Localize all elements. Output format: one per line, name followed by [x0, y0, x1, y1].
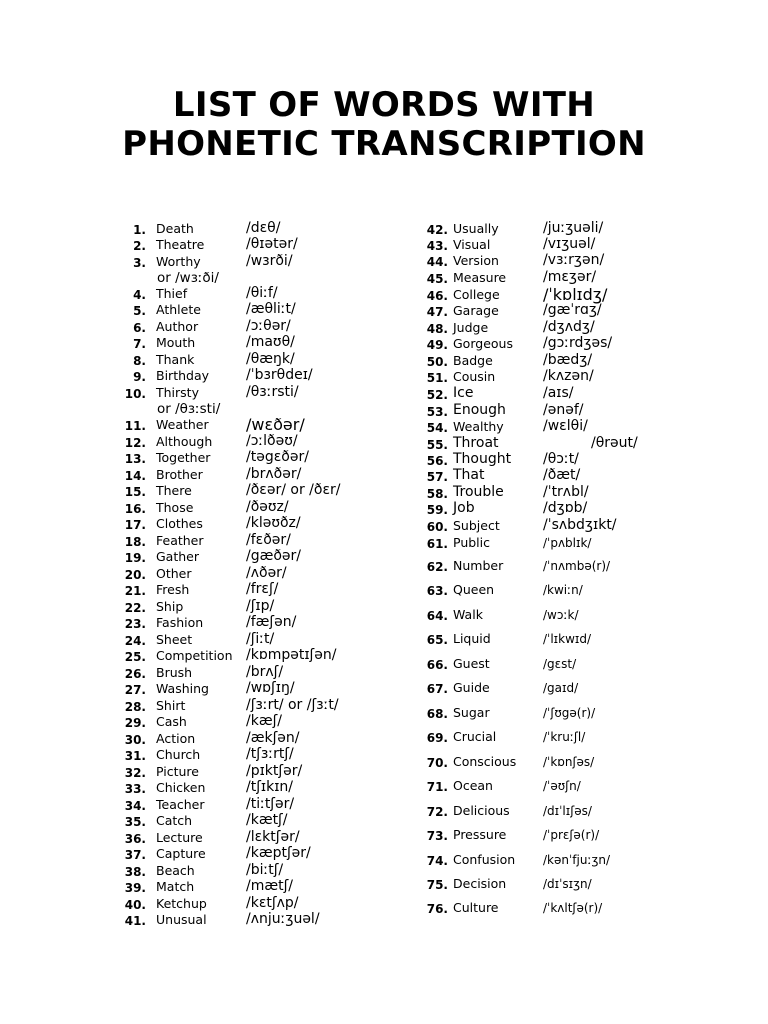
item-number: 61.: [426, 537, 448, 551]
item-number: 34.: [124, 799, 146, 813]
item-word: Cash: [156, 714, 187, 729]
item-number: 45.: [426, 272, 448, 286]
item-number: 7.: [133, 337, 146, 351]
item-word: College: [453, 287, 500, 302]
item-transcription: /θæŋk/: [246, 351, 295, 367]
item-word: Brother: [156, 467, 203, 482]
item-number: 43.: [426, 239, 448, 253]
item-number: 21.: [124, 584, 146, 598]
item-number: 74.: [426, 854, 448, 868]
item-word: Guide: [453, 680, 490, 695]
item-number: 10.: [124, 387, 146, 401]
item-word: Ship: [156, 599, 184, 614]
item-transcription: /ˈkʌltʃə(r)/: [543, 901, 603, 915]
item-transcription: /wɛðər/: [246, 415, 305, 434]
item-transcription: /ɔːlðəʊ/: [246, 433, 298, 449]
item-transcription: /ˈkɒnʃəs/: [543, 755, 595, 769]
item-alt-transcription: or /wɜːði/: [157, 270, 219, 286]
item-number: 31.: [124, 749, 146, 763]
item-word: Weather: [156, 417, 209, 432]
item-word: Birthday: [156, 368, 210, 383]
item-number: 16.: [124, 502, 146, 516]
item-transcription: /ʌnjuːʒuəl/: [246, 911, 320, 927]
item-alt-transcription: or /θɜːsti/: [157, 401, 221, 417]
item-number: 25.: [124, 650, 146, 664]
item-word: Fresh: [156, 582, 190, 597]
item-word: Ocean: [453, 778, 493, 793]
item-transcription: /ɔːθər/: [246, 318, 291, 334]
item-number: 2.: [133, 239, 146, 253]
item-transcription: /kætʃ/: [246, 812, 288, 828]
item-word: Fashion: [156, 615, 204, 630]
item-word: Ice: [453, 385, 474, 401]
item-word: Lecture: [156, 830, 203, 845]
title-line-2: PHONETIC TRANSCRIPTION: [122, 124, 646, 164]
item-transcription: /ˈpʌblɪk/: [543, 536, 592, 550]
item-number: 23.: [124, 617, 146, 631]
item-number: 59.: [426, 503, 448, 517]
item-number: 22.: [124, 601, 146, 615]
item-transcription: /gaɪd/: [543, 681, 579, 695]
item-number: 53.: [426, 405, 448, 419]
item-number: 3.: [133, 256, 146, 270]
item-word: Those: [156, 500, 194, 515]
item-word: Sugar: [453, 705, 490, 720]
item-number: 42.: [426, 223, 448, 237]
item-word: Guest: [453, 656, 490, 671]
item-number: 58.: [426, 487, 448, 501]
item-number: 19.: [124, 551, 146, 565]
item-number: 4.: [133, 288, 146, 302]
item-transcription: /kwiːn/: [543, 583, 583, 597]
item-transcription: /θiːf/: [246, 285, 278, 301]
item-word: Capture: [156, 846, 206, 861]
item-number: 57.: [426, 470, 448, 484]
item-number: 39.: [124, 881, 146, 895]
item-number: 18.: [124, 535, 146, 549]
item-word: Wealthy: [453, 419, 504, 434]
item-number: 29.: [124, 716, 146, 730]
item-transcription: /vɪʒuəl/: [543, 236, 596, 252]
item-transcription: /kənˈfjuːʒn/: [543, 853, 611, 867]
item-transcription: /bædʒ/: [543, 352, 593, 368]
item-word: Pressure: [453, 827, 507, 842]
item-word: Thank: [156, 352, 195, 367]
item-transcription: /fɛðər/: [246, 532, 291, 548]
item-number: 11.: [124, 419, 146, 433]
item-number: 72.: [426, 805, 448, 819]
item-transcription: /gɔːrdʒəs/: [543, 335, 613, 351]
item-transcription: /θɜːrsti/: [246, 384, 299, 400]
item-number: 55.: [426, 438, 448, 452]
item-transcription: /tiːtʃər/: [246, 796, 295, 812]
item-word: Together: [156, 450, 211, 465]
item-number: 68.: [426, 707, 448, 721]
item-transcription: /ækʃən/: [246, 730, 300, 746]
item-transcription: /ənəf/: [543, 402, 584, 418]
item-word: Mouth: [156, 335, 196, 350]
item-number: 71.: [426, 780, 448, 794]
item-number: 41.: [124, 914, 146, 928]
item-number: 64.: [426, 609, 448, 623]
item-transcription: /kæʃ/: [246, 713, 282, 729]
item-word: Judge: [453, 320, 489, 335]
item-transcription: /ðəʊz/: [246, 499, 289, 515]
item-number: 17.: [124, 518, 146, 532]
item-transcription: /gæðər/: [246, 548, 302, 564]
item-number: 69.: [426, 731, 448, 745]
item-transcription: /tʃɪkɪn/: [246, 779, 294, 795]
item-word: Job: [453, 500, 475, 516]
item-transcription: /wɛlθi/: [543, 418, 588, 434]
item-transcription: /æθliːt/: [246, 301, 296, 317]
item-number: 44.: [426, 255, 448, 269]
item-number: 47.: [426, 305, 448, 319]
item-word: Enough: [453, 402, 506, 418]
item-word: Feather: [156, 533, 204, 548]
item-number: 15.: [124, 485, 146, 499]
item-word: Usually: [453, 221, 499, 236]
item-transcription: /wɒʃɪŋ/: [246, 680, 295, 696]
item-word: Throat: [453, 435, 499, 451]
item-transcription: /kɛtʃʌp/: [246, 895, 299, 911]
item-number: 32.: [124, 766, 146, 780]
item-number: 20.: [124, 568, 146, 582]
item-transcription: /brʌʃ/: [246, 664, 284, 680]
item-transcription: /ˈʃʊgə(r)/: [543, 706, 596, 720]
item-number: 14.: [124, 469, 146, 483]
item-transcription: /ˈkɒlɪdʒ/: [543, 285, 608, 304]
item-number: 76.: [426, 902, 448, 916]
item-word: Picture: [156, 764, 199, 779]
item-transcription: /lɛktʃər/: [246, 829, 300, 845]
item-transcription: /maʊθ/: [246, 334, 295, 350]
item-number: 40.: [124, 898, 146, 912]
item-transcription: /dɪˈsɪʒn/: [543, 877, 592, 891]
item-transcription: /ˈkruːʃl/: [543, 730, 586, 744]
item-word: Unusual: [156, 912, 207, 927]
item-transcription: /kʌzən/: [543, 368, 594, 384]
item-transcription: /θɪətər/: [246, 236, 298, 252]
item-transcription: /ˈbɜrθdeɪ/: [246, 367, 313, 383]
item-word: Although: [156, 434, 213, 449]
item-word: Version: [453, 253, 499, 268]
item-number: 13.: [124, 452, 146, 466]
item-number: 5.: [133, 304, 146, 318]
item-number: 70.: [426, 756, 448, 770]
item-word: Confusion: [453, 852, 516, 867]
title-line-1: LIST OF WORDS WITH: [172, 85, 596, 125]
item-transcription: /juːʒuəli/: [543, 220, 604, 236]
item-transcription: /dɪˈlɪʃəs/: [543, 804, 592, 818]
item-word: Catch: [156, 813, 193, 828]
item-word: Gorgeous: [453, 336, 513, 351]
item-word: Church: [156, 747, 201, 762]
item-word: Delicious: [453, 803, 510, 818]
item-transcription: /ˈprɛʃə(r)/: [543, 828, 600, 842]
item-word: Number: [453, 558, 504, 573]
item-word: Theatre: [156, 237, 205, 252]
item-word: Subject: [453, 518, 500, 533]
item-word: Thirsty: [156, 385, 199, 400]
item-word: Worthy: [156, 254, 201, 269]
item-transcription: /frɛʃ/: [246, 581, 279, 597]
item-word: Liquid: [453, 631, 491, 646]
item-number: 67.: [426, 682, 448, 696]
item-transcription: /ˈlɪkwɪd/: [543, 632, 592, 646]
item-transcription: /ðɛər/ or /ðɛr/: [246, 482, 341, 498]
item-word: Culture: [453, 900, 499, 915]
item-transcription: /ˈsʌbdʒɪkt/: [543, 517, 617, 533]
item-number: 12.: [124, 436, 146, 450]
item-word: Queen: [453, 582, 495, 597]
item-number: 38.: [124, 865, 146, 879]
item-word: Public: [453, 535, 490, 550]
item-word: Washing: [156, 681, 209, 696]
page-title: [0, 86, 768, 164]
item-word: Other: [156, 566, 192, 581]
item-transcription: /ˈnʌmbə(r)/: [543, 559, 611, 573]
item-word: Gather: [156, 549, 199, 564]
item-word: Decision: [453, 876, 507, 891]
item-number: 1.: [133, 223, 146, 237]
item-transcription: /gæˈrɑʒ/: [543, 302, 602, 318]
item-transcription: /mætʃ/: [246, 878, 294, 894]
item-transcription: /gɛst/: [543, 657, 577, 671]
item-number: 65.: [426, 633, 448, 647]
item-number: 36.: [124, 832, 146, 846]
item-transcription: /kɒmpətɪʃən/: [246, 647, 337, 663]
item-number: 27.: [124, 683, 146, 697]
item-transcription: /ðæt/: [543, 467, 581, 483]
item-transcription: /θɔːt/: [543, 451, 579, 467]
item-number: 54.: [426, 421, 448, 435]
item-word: There: [156, 483, 192, 498]
item-transcription: /ʌðər/: [246, 565, 287, 581]
item-number: 28.: [124, 700, 146, 714]
item-number: 8.: [133, 354, 146, 368]
item-transcription: /pɪktʃər/: [246, 763, 303, 779]
item-number: 50.: [426, 355, 448, 369]
item-number: 60.: [426, 520, 448, 534]
item-word: Death: [156, 221, 194, 236]
item-number: 33.: [124, 782, 146, 796]
item-transcription: /dʒɒb/: [543, 500, 588, 516]
item-number: 63.: [426, 584, 448, 598]
item-number: 51.: [426, 371, 448, 385]
item-transcription: /brʌðər/: [246, 466, 302, 482]
item-number: 52.: [426, 388, 448, 402]
item-word: Thought: [453, 451, 512, 467]
item-number: 46.: [426, 289, 448, 303]
item-word: Teacher: [156, 797, 205, 812]
item-number: 49.: [426, 338, 448, 352]
item-word: Visual: [453, 237, 491, 252]
item-number: 75.: [426, 878, 448, 892]
item-number: 26.: [124, 667, 146, 681]
item-word: Shirt: [156, 698, 186, 713]
item-word: Cousin: [453, 369, 496, 384]
item-transcription: /təgɛðər/: [246, 449, 309, 465]
item-transcription: /mɛʒər/: [543, 269, 597, 285]
item-word: Badge: [453, 353, 493, 368]
item-number: 35.: [124, 815, 146, 829]
item-transcription: /ʃɪp/: [246, 598, 275, 614]
item-transcription: /vɜːrʒən/: [543, 252, 605, 268]
item-transcription: /kləʊðz/: [246, 515, 301, 531]
item-number: 37.: [124, 848, 146, 862]
item-word: Chicken: [156, 780, 206, 795]
item-word: Action: [156, 731, 196, 746]
item-transcription: /dʒʌdʒ/: [543, 319, 595, 335]
item-word: Beach: [156, 863, 195, 878]
item-number: 6.: [133, 321, 146, 335]
item-word: Competition: [156, 648, 233, 663]
item-number: 56.: [426, 454, 448, 468]
item-word: Athlete: [156, 302, 201, 317]
item-transcription: /ˈəʊʃn/: [543, 779, 581, 793]
item-word: Ketchup: [156, 896, 207, 911]
item-word: Clothes: [156, 516, 203, 531]
item-number: 9.: [133, 370, 146, 384]
item-transcription: /ˈtrʌbl/: [543, 484, 589, 500]
item-word: That: [453, 467, 485, 483]
item-word: Conscious: [453, 754, 517, 769]
item-word: Garage: [453, 303, 499, 318]
item-number: 66.: [426, 658, 448, 672]
item-transcription: /θrəut/: [591, 435, 638, 451]
item-word: Trouble: [453, 484, 504, 500]
item-number: 24.: [124, 634, 146, 648]
item-transcription: /wɔːk/: [543, 608, 579, 622]
item-number: 30.: [124, 733, 146, 747]
item-transcription: /wɜrði/: [246, 253, 293, 269]
item-transcription: /fæʃən/: [246, 614, 297, 630]
item-transcription: /dɛθ/: [246, 220, 281, 236]
item-word: Match: [156, 879, 195, 894]
item-transcription: /biːtʃ/: [246, 862, 284, 878]
item-word: Thief: [156, 286, 188, 301]
item-number: 62.: [426, 560, 448, 574]
item-word: Walk: [453, 607, 483, 622]
item-word: Author: [156, 319, 199, 334]
item-transcription: /ʃiːt/: [246, 631, 275, 647]
item-transcription: /aɪs/: [543, 385, 574, 401]
item-number: 73.: [426, 829, 448, 843]
item-transcription: /ʃɜːrt/ or /ʃɜːt/: [246, 697, 339, 713]
item-word: Brush: [156, 665, 193, 680]
item-word: Sheet: [156, 632, 193, 647]
item-transcription: /kæptʃər/: [246, 845, 311, 861]
item-transcription: /tʃɜːrtʃ/: [246, 746, 294, 762]
item-number: 48.: [426, 322, 448, 336]
item-word: Measure: [453, 270, 507, 285]
item-word: Crucial: [453, 729, 497, 744]
